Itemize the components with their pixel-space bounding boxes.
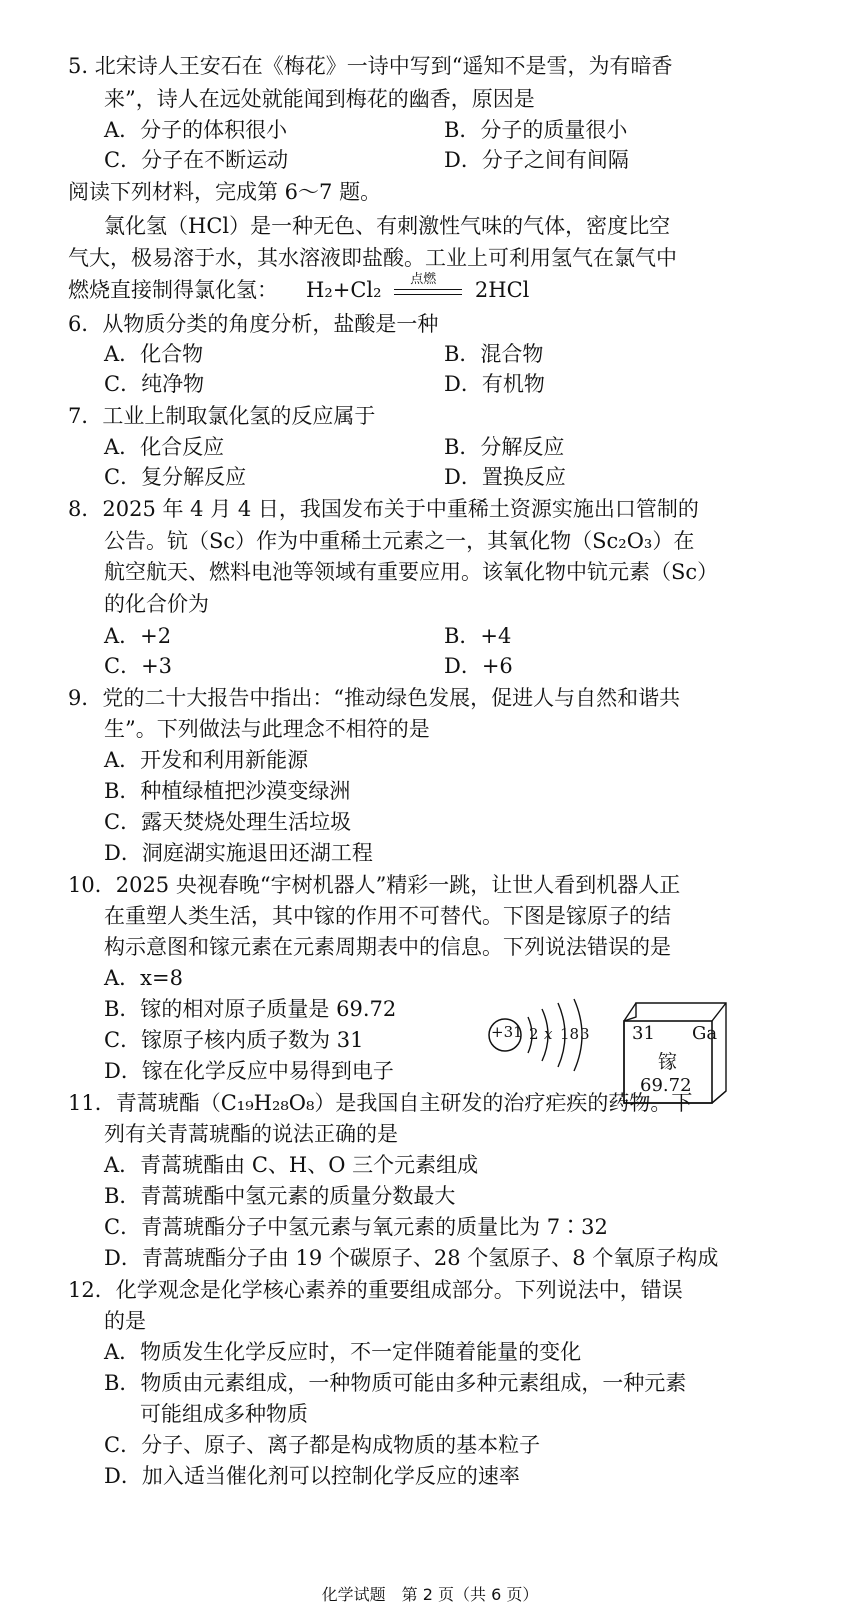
q9-option-d: D．洞庭湖实施退田还湖工程 [104, 841, 373, 865]
q8-option-a: A．+2 [104, 624, 172, 648]
q9-option-c: C．露天焚烧处理生活垃圾 [104, 810, 352, 834]
q10-stem-line2: 在重塑人类生活，其中镓的作用不可替代。下图是镓原子的结 [104, 904, 671, 928]
q7-option-b: B．分解反应 [444, 435, 565, 459]
q10-option-c: C．镓原子核内质子数为 31 [104, 1028, 364, 1052]
q11-option-b: B．青蒿琥酯中氢元素的质量分数最大 [104, 1184, 456, 1208]
q8-stem-line3: 航空航天、燃料电池等领域有重要应用。该氧化物中钪元素（Sc） [104, 560, 719, 584]
q8-option-b: B．+4 [444, 624, 512, 648]
reaction-equation [306, 272, 530, 304]
q8-option-c: C．+3 [104, 654, 173, 678]
q8-stem-line4: 的化合价为 [104, 592, 209, 616]
cell-element-name: 镓 [658, 1051, 678, 1073]
q7-option-a: A．化合反应 [104, 435, 225, 459]
passage-line2: 气大，极易溶于水，其水溶液即盐酸。工业上可利用氢气在氯气中 [68, 246, 677, 270]
q12-option-d: D．加入适当催化剂可以控制化学反应的速率 [104, 1464, 520, 1488]
q10-option-a: A．x=8 [104, 966, 183, 990]
equation-arrow [388, 272, 468, 304]
q10-option-b: B．镓的相对原子质量是 69.72 [104, 997, 397, 1021]
q8-stem-line1: 8．2025 年 4 月 4 日，我国发布关于中重稀土资源实施出口管制的 [68, 497, 699, 521]
shell-1-electrons: 2 [529, 1025, 539, 1043]
gallium-atom-diagram [488, 995, 598, 1085]
q5-option-b: B．分子的质量很小 [444, 118, 628, 142]
q9-stem-line1: 9．党的二十大报告中指出：“推动绿色发展，促进人与自然和谐共 [68, 686, 681, 710]
q5-option-d: D．分子之间有间隔 [444, 148, 629, 172]
q7-option-d: D．置换反应 [444, 465, 566, 489]
q6-option-b: B．混合物 [444, 342, 544, 366]
shell-3-electrons: 18 [560, 1025, 580, 1043]
q11-stem-line1: 11．青蒿琥酯（C₁₉H₂₈O₈）是我国自主研发的治疗疟疾的药物。下 [68, 1091, 693, 1115]
q11-stem-line2: 列有关青蒿琥酯的说法正确的是 [104, 1122, 398, 1146]
q11-option-c: C．青蒿琥酯分子中氢元素与氧元素的质量比为 7∶32 [104, 1215, 608, 1239]
q10-stem-line1: 10．2025 央视春晚“宇树机器人”精彩一跳，让世人看到机器人正 [68, 873, 681, 897]
q6-option-d: D．有机物 [444, 372, 545, 396]
cell-element-symbol: Ga [692, 1023, 718, 1044]
passage-line1: 氯化氢（HCl）是一种无色、有刺激性气味的气体，密度比空 [104, 214, 671, 238]
q12-option-c: C．分子、原子、离子都是构成物质的基本粒子 [104, 1433, 541, 1457]
q7-option-c: C．复分解反应 [104, 465, 247, 489]
q10-option-d: D．镓在化学反应中易得到电子 [104, 1059, 394, 1083]
shell-4-electrons: 3 [580, 1025, 590, 1043]
q9-stem-line2: 生”。下列做法与此理念不相符的是 [104, 717, 430, 741]
q12-option-b-line1: B．物质由元素组成，一种物质可能由多种元素组成，一种元素 [104, 1371, 687, 1395]
q5-option-c: C．分子在不断运动 [104, 148, 289, 172]
shell-2-electrons: x [544, 1025, 553, 1043]
passage-line3: 燃烧直接制得氯化氢： [68, 278, 278, 302]
q10-stem-line3: 构示意图和镓元素在元素周期表中的信息。下列说法错误的是 [104, 935, 671, 959]
atom-nucleus-charge: +31 [491, 1023, 523, 1041]
q5-stem-line2: 来”，诗人在远处就能闻到梅花的幽香，原因是 [104, 87, 535, 111]
q6-option-c: C．纯净物 [104, 372, 205, 396]
q7-stem: 7．工业上制取氯化氢的反应属于 [68, 404, 376, 428]
q11-option-d: D．青蒿琥酯分子由 19 个碳原子、28 个氢原子、8 个氧原子构成 [104, 1246, 719, 1270]
cell-atomic-number: 31 [632, 1023, 655, 1044]
q12-stem-line1: 12．化学观念是化学核心素养的重要组成部分。下列说法中，错误 [68, 1278, 683, 1302]
cell-atomic-mass: 69.72 [640, 1075, 692, 1096]
q12-option-b-line2: 可能组成多种物质 [140, 1402, 308, 1426]
q12-option-a: A．物质发生化学反应时，不一定伴随着能量的变化 [104, 1340, 582, 1364]
q9-option-b: B．种植绿植把沙漠变绿洲 [104, 779, 351, 803]
q8-stem-line2: 公告。钪（Sc）作为中重稀土元素之一，其氧化物（Sc₂O₃）在 [104, 529, 695, 553]
q9-option-a: A．开发和利用新能源 [104, 748, 309, 772]
q5-option-a: A．分子的体积很小 [104, 118, 288, 142]
q6-stem: 6．从物质分类的角度分析，盐酸是一种 [68, 312, 439, 336]
q11-option-a: A．青蒿琥酯由 C、H、O 三个元素组成 [104, 1153, 479, 1177]
equation-reactants: H₂+Cl₂ [306, 278, 382, 302]
passage-intro: 阅读下列材料，完成第 6～7 题。 [68, 180, 382, 204]
page-footer: 化学试题 第 2 页（共 6 页） [321, 1585, 539, 1604]
q8-option-d: D．+6 [444, 654, 513, 678]
equation-condition: 点燃 [410, 272, 437, 287]
q6-option-a: A．化合物 [104, 342, 204, 366]
q5-stem-line1: 5. 北宋诗人王安石在《梅花》一诗中写到“遥知不是雪，为有暗香 [68, 54, 673, 78]
q12-stem-line2: 的是 [104, 1309, 146, 1333]
equation-products: 2HCl [474, 278, 530, 302]
